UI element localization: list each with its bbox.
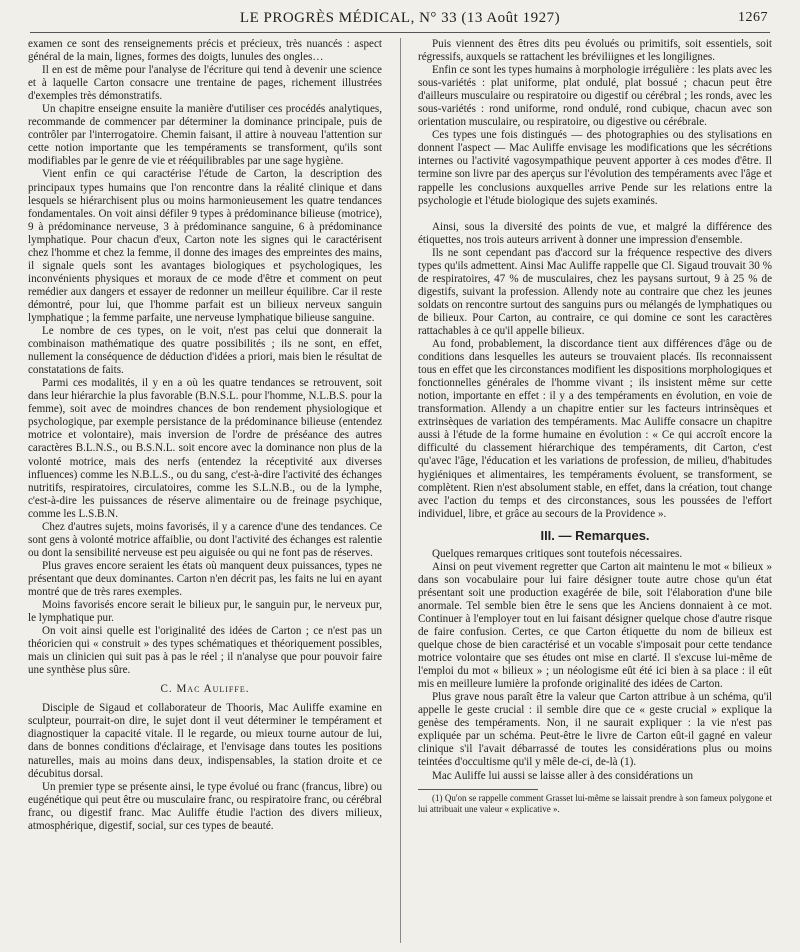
paragraph: Au fond, probablement, la discordance tient aux différences d'âge ou de conditions dans lesquelles les auteurs se trouvaient placés. Ils reconnaissent tous en effet que les circonstances modifient les dispositions morphologiques et fonctionnelles générales de l'homme vivant ; ils insistent même sur cette notion, importante en effet : il y a des tempéraments en évolution, en voie de transformation. Allendy a un chapitre entier sur les facteurs intrinsèques et extrinsèques de variation des tempéraments. Mac Auliffe consacre un chapitre aussi à l'étude de la forme humaine en évolution : « Ce qui accroît encore la difficulté du classement hiérarchique des tempéraments, dit Carton, c'est qu'avec l'âge, l'éducation et les variations de profession, de milieu, d'habitudes hygiéniques et alimentaires, les tempéraments évoluent, se transforment, se complètent. Rien n'est absolument stable, en effet, dans la création, tout change avec l'action du temps et des circonstances, sous les poussées de l'effort individuel, libre, et grâce au secours de la Providence ».: [418, 338, 772, 520]
paragraph: Un chapitre enseigne ensuite la manière d'utiliser ces procédés analytiques, recommande de commencer par déterminer la dominance principale, puis de contrôler par l'interrogatoire. Chemin faisant, il attire à nouveau l'attention sur cette notion importante que les tempéraments se transforment, qu'ils sont modifiables par le genre de vie et rééquilibrables par une sage hygiène.: [28, 103, 382, 168]
paragraph: Ainsi on peut vivement regretter que Carton ait maintenu le mot « bilieux » dans son vocabulaire pour lui faire désigner toute autre chose qu'un état présentant soit une production exagérée de bile, soit l'élaboration d'une bile anormale. Tel semble bien être le sens que les Anciens donnaient à ce mot. Continuer à l'employer tout en lui faisant désigner quelque chose d'autre risque de faire confusion. Certes, ce que Carton étiquette du nom de bilieux est quelque chose de bien caractérisé et un vocable s'imposait pour cette tendance motrice volontaire que ses études ont mise en clarté. Il s'excuse lui-même de l'emploi du mot « bilieux » ; un néologisme eût été ici bien à sa place : il eût mis en meilleure lumière la profonde originalité des idées de Carton.: [418, 560, 772, 691]
section-heading: III. — Remarques.: [540, 527, 650, 543]
paragraph: Chez d'autres sujets, moins favorisés, il y a carence d'une des tendances. Ce sont gens à volonté motrice affaiblie, ou dont l'activité des échanges est ralentie ou dont la sensibilité nerveuse est peu aiguisée ou qui ne font pas de réserves.: [28, 520, 382, 559]
author-signature: C. Mac Auliffe.: [160, 683, 250, 696]
paragraph: Ils ne sont cependant pas d'accord sur la fréquence respective des divers types qu'ils admettent. Ainsi Mac Auliffe rappelle que Cl. Sigaud trouvait 30 % de respiratoires, 47 % de musculaires, chez les paysans surtout, 9 à 25 % de digestifs, suivant la profession. Allendy note au contraire que chez les jeunes soldats on rencontre surtout des sanguins purs ou mélangés de lymphatiques ou de bilieux. Pour Carton, au contraire, ce qui domine ce sont les caractères rattachables à ce qu'il appelle bilieux.: [418, 246, 772, 337]
paragraph: Le nombre de ces types, on le voit, n'est pas celui que donnerait la combinaison mathématique des quatre possibilités ; ils ne sont, en effet, nullement la conséquence de déduction d'idées a priori, mais bien le résultat de constatations de faits.: [28, 325, 382, 377]
paragraph: On voit ainsi quelle est l'originalité des idées de Carton ; ce n'est pas un théoricien qui « construit » des types schématiques et théoriquement possibles, mais un clinicien qui suit pas à pas le réel ; il n'analyse que pour pouvoir faire une synthèse plus sûre.: [28, 625, 382, 677]
footnote: (1) Qu'on se rappelle comment Grasset lui-même se laissait prendre à son fameux polygone et lui attribuait une valeur « explicative ».: [418, 792, 772, 814]
paragraph: Vient enfin ce qui caractérise l'étude de Carton, la description des principaux types humains que l'on rencontre dans la réalité clinique et dans lesquels se hiérarchisent plus ou moins harmonieusement les quatre tendances fondamentales. On voit ainsi défiler 9 types à prédominance bilieuse (motrice), 9 à prédominance nerveuse, 3 à prédominance sanguine, 6 à prédominance lymphatique. Pour chacun d'eux, Carton note les signes qui le caractérisent chez l'homme et chez la femme, il donne des images des empreintes des mains, il signale quels sont les avantages biologiques et psychologiques, les inconvénients physiques et moraux de ce mode d'être et comment on peut remédier aux dangers et essayer de redonner un meilleur équilibre. Car il reste démontré, pour lui, que l'homme parfait est un bilieux nerveux sanguin lymphatique ; la femme parfaite, une nerveuse lymphatique bilieuse sanguine.: [28, 168, 382, 324]
paragraph: Mac Auliffe lui aussi se laisse aller à des considérations un: [432, 769, 694, 782]
paragraph: Moins favorisés encore serait le bilieux pur, le sanguin pur, le nerveux pur, le lymphatique pur.: [28, 599, 382, 625]
left-column: [28, 38, 382, 943]
paragraph: Il en est de même pour l'analyse de l'écriture qui tend à devenir une science et à laquelle Carton consacre une trentaine de pages, richement illustrées d'exemples très démonstratifs.: [28, 64, 382, 103]
paragraph: Plus grave nous paraît être la valeur que Carton attribue à un schéma, qu'il appelle le geste crucial : il semble dire que ce « geste crucial » explique la genèse des tempéraments. Non, il ne saurait expliquer : la vie n'est pas expliquée par un schéma. Peut-être le livre de Carton eût-il gagné en valeur clinique s'il l'avait débarrassé de toutes les considérations plus ou moins teintées d'occultisme qu'il y mêle de-ci, de-là (1).: [418, 691, 772, 769]
column-divider: [400, 38, 401, 943]
paragraph: Plus graves encore seraient les états où manquent deux puissances, types ne présentant que deux dominantes. Carton n'en décrit pas, les faits ne lui en ayant montré que de très rares exemples.: [28, 559, 382, 598]
paragraph: Disciple de Sigaud et collaborateur de Thooris, Mac Auliffe examine en sculpteur, pourrait-on dire, le sujet dont il veut déterminer le tempérament et diagnostiquer la capacité vitale. Il le regarde, ou mieux tourne autour de lui, dans de bonnes conditions d'éclairage, et l'envisage dans toutes les positions naturelles, mais au moins dans deux, indispensables, la station droite et ce décubitus dorsal.: [28, 702, 382, 780]
running-header: [0, 8, 800, 30]
journal-title: LE PROGRÈS MÉDICAL, N° 33 (13 Août 1927): [239, 10, 561, 26]
paragraph: Puis viennent des êtres dits peu évolués ou primitifs, soit essentiels, soit régressifs, auxquels se rattachent les bréviliignes et les longilignes.: [418, 38, 772, 64]
header-rule: [30, 32, 770, 33]
paragraph: Ainsi, sous la diversité des points de vue, et malgré la différence des étiquettes, nos trois auteurs arrivent à donner une impression d'ensemble.: [418, 220, 772, 246]
paragraph: Un premier type se présente ainsi, le type évolué ou franc (francus, libre) ou eugénétique qui peut être ou musculaire franc, ou respiratoire franc, ou cérébral franc, ou digestif franc. Mac Auliffe étudie l'action des divers milieux, atmosphérique, digestif, social, sur ces types de beauté.: [28, 780, 382, 832]
paragraph: Parmi ces modalités, il y en a où les quatre tendances se retrouvent, soit dans leur hiérarchie la plus favorable (B.N.S.L. pour l'homme, N.L.B.S. pour la femme), soit avec de moindres chances de bon rendement physiologique et psychologique, par exemple persistance de la prédominance bilieuse (entendez motrice et volontaire), mais inversion de l'ordre de préséance des autres caractères B.L.N.S., ou B.S.N.L. soit encore avec la dominance non plus de la volonté motrice, mais des nerfs (entendez la réceptivité aux diverses influences) comme les N.B.L.S., ou du sang, c'est-à-dire l'activité des échanges nutritifs, respiratoires, circulatoires, comme les S.L.N.B., ou de la lymphe, c'est-à-dire les puissances de réserve alimentaire ou de freinage psychique, comme les L.S.B.N.: [28, 377, 382, 520]
paragraph: Enfin ce sont les types humains à morphologie irrégulière : les plats avec les sous-variétés : plat uniforme, plat ondulé, plat bossué ; chacun peut être d'ailleurs musculaire ou respiratoire ou digestif ou cérébral ; les ronds, avec les sous-variétés : rond uniforme, rond ondulé, rond cubique, chacun avec son orientation musculaire, ou respiratoire, ou digestive ou cérébrale.: [418, 64, 772, 129]
footnote-rule: [418, 789, 538, 790]
paragraph: examen ce sont des renseignements précis et précieux, très nuancés : aspect général de la main, lignes, formes des doigts, lunules des ongles…: [28, 38, 382, 64]
page-number: 1267: [738, 10, 768, 25]
paragraph: Ces types une fois distingués — des photographies ou des stylisations en donnent l'aspect — Mac Auliffe envisage les modifications que les sécrétions internes ou l'activité vagosympathique peuvent apporter à ces modes d'être. Il termine son livre par des aperçus sur l'évolution des tempéraments avec l'âge et rappelle les conclusions auxquelles arrive Pende sur les relations entre la psychologie et l'étude biologique des sujets examinés.: [418, 129, 772, 207]
right-column: [418, 38, 772, 943]
paragraph: Quelques remarques critiques sont toutefois nécessaires.: [432, 547, 683, 560]
